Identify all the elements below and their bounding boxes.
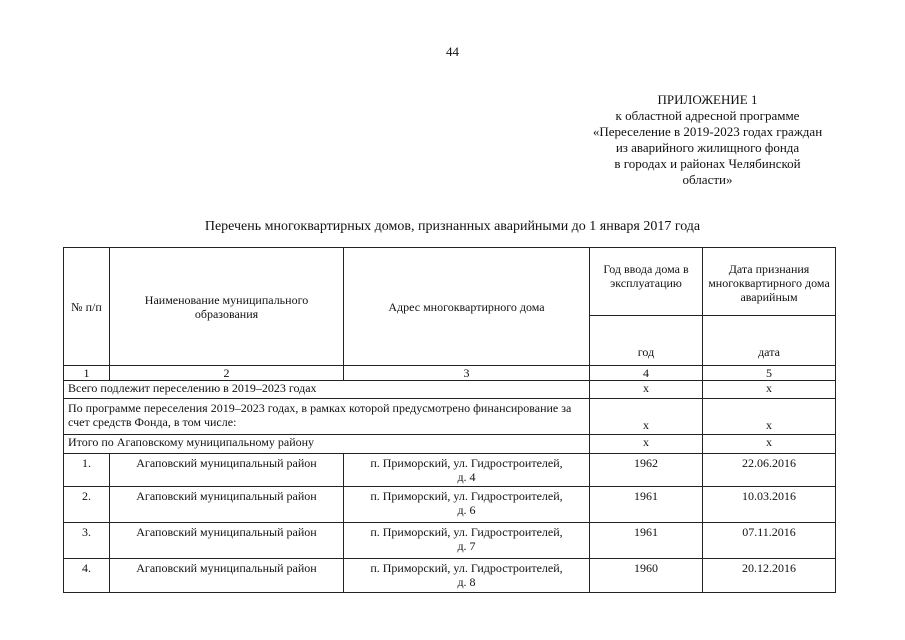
row-date: 22.06.2016 xyxy=(703,454,836,487)
appendix-line: «Переселение в 2019-2023 годах граждан xyxy=(592,124,823,139)
summary-date: х xyxy=(703,399,836,435)
row-number: 2. xyxy=(64,487,110,523)
appendix-line: из аварийного жилищного фонда xyxy=(615,140,800,155)
row-municipality: Агаповский муниципальный район xyxy=(110,523,344,559)
row-number: 4. xyxy=(64,559,110,593)
header-municipality: Наименование муниципального образования xyxy=(110,248,344,366)
row-date: 07.11.2016 xyxy=(703,523,836,559)
appendix-line: в городах и районах Челябинской xyxy=(614,156,801,171)
header-address: Адрес многоквартирного дома xyxy=(344,248,590,366)
appendix-heading xyxy=(560,92,855,188)
address-house: д. 6 xyxy=(457,503,476,517)
summary-year: х xyxy=(590,435,703,454)
address-street: п. Приморский, ул. Гидростроителей, xyxy=(370,525,563,539)
row-address xyxy=(344,523,590,559)
address-street: п. Приморский, ул. Гидростроителей, xyxy=(370,456,563,470)
address-house: д. 4 xyxy=(457,470,476,484)
summary-label: Всего подлежит переселению в 2019–2023 годах xyxy=(64,381,590,399)
address-house: д. 7 xyxy=(457,539,476,553)
summary-year: х xyxy=(590,381,703,399)
header-year-unit: год xyxy=(590,316,703,366)
row-address xyxy=(344,559,590,593)
column-number: 1 xyxy=(64,366,110,381)
column-number: 3 xyxy=(344,366,590,381)
address-street: п. Приморский, ул. Гидростроителей, xyxy=(370,489,563,503)
row-address xyxy=(344,487,590,523)
table-row xyxy=(64,559,836,593)
header-year: Год ввода дома в эксплуатацию xyxy=(590,248,703,316)
table-row xyxy=(64,454,836,487)
emergency-houses-table xyxy=(63,247,836,593)
row-year: 1961 xyxy=(590,487,703,523)
summary-label: Итого по Агаповскому муниципальному району xyxy=(64,435,590,454)
summary-label: По программе переселения 2019–2023 годах, в рамках которой предусмотрено финансирование за счет средств Фонда, в том числе: xyxy=(64,399,590,435)
table-row xyxy=(64,487,836,523)
header-number: № п/п xyxy=(64,248,110,366)
row-date: 10.03.2016 xyxy=(703,487,836,523)
column-number: 4 xyxy=(590,366,703,381)
header-date: Дата признания многоквартирного дома аварийным xyxy=(703,248,836,316)
summary-year: х xyxy=(590,399,703,435)
appendix-line: ПРИЛОЖЕНИЕ 1 xyxy=(657,92,758,107)
summary-date: х xyxy=(703,381,836,399)
page-number: 44 xyxy=(446,44,459,59)
row-municipality: Агаповский муниципальный район xyxy=(110,454,344,487)
list-title: Перечень многоквартирных домов, признанных аварийными до 1 января 2017 года xyxy=(204,219,701,234)
appendix-line: области» xyxy=(682,172,733,187)
table-row xyxy=(64,523,836,559)
row-year: 1960 xyxy=(590,559,703,593)
row-date: 20.12.2016 xyxy=(703,559,836,593)
address-street: п. Приморский, ул. Гидростроителей, xyxy=(370,561,563,575)
row-year: 1961 xyxy=(590,523,703,559)
row-municipality: Агаповский муниципальный район xyxy=(110,487,344,523)
row-number: 3. xyxy=(64,523,110,559)
column-number: 5 xyxy=(703,366,836,381)
appendix-line: к областной адресной программе xyxy=(615,108,800,123)
row-number: 1. xyxy=(64,454,110,487)
header-date-unit: дата xyxy=(703,316,836,366)
column-number: 2 xyxy=(110,366,344,381)
summary-date: х xyxy=(703,435,836,454)
row-municipality: Агаповский муниципальный район xyxy=(110,559,344,593)
address-house: д. 8 xyxy=(457,575,476,589)
row-year: 1962 xyxy=(590,454,703,487)
row-address xyxy=(344,454,590,487)
